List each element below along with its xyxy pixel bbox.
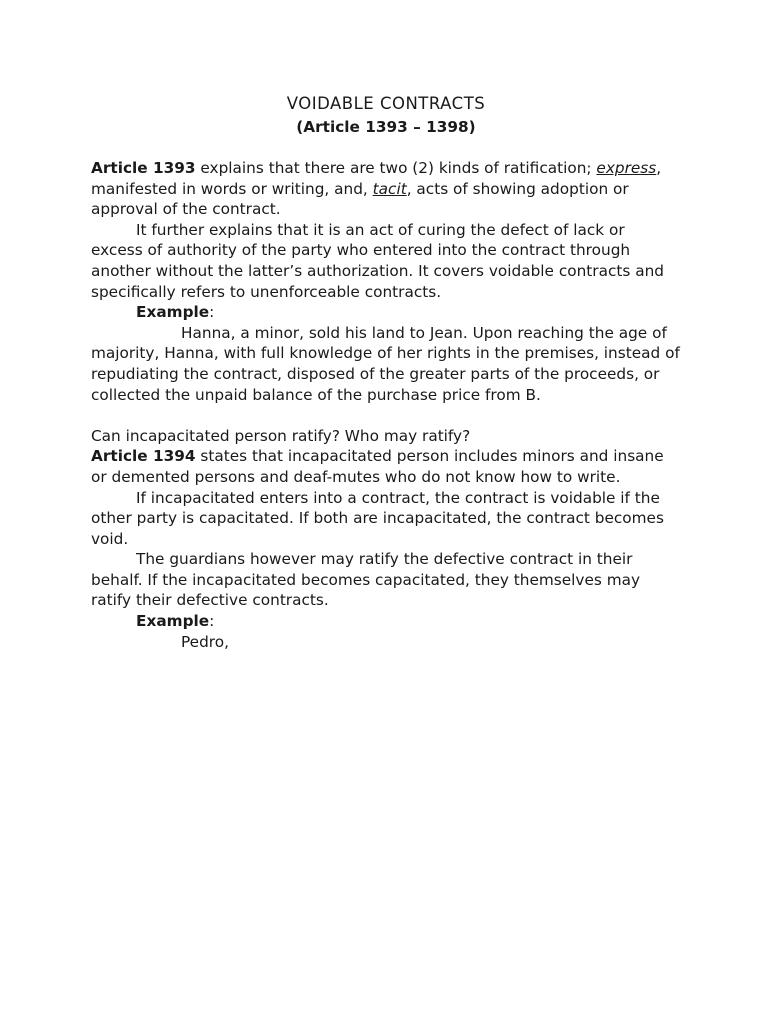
article-1394-voidable-paragraph: If incapacitated enters into a contract, the contract is voidable if the other party is capacitated. If both are incapacitated, the contract becomes void. bbox=[91, 488, 664, 548]
article-1394-label: Article 1394 bbox=[91, 447, 196, 466]
document-subtitle: (Article 1393 – 1398) bbox=[296, 118, 476, 136]
article-1393-explanation: It further explains that it is an act of curing the defect of lack or excess of authority of the party who entered into the contract through another without the latter’s authorization. It covers voidable contracts and specifically refers to unenforceable contracts. bbox=[91, 220, 664, 301]
example-text-1: Hanna, a minor, sold his land to Jean. Upon reaching the age of majority, Hanna, with full knowledge of her rights in the premises, instead of repudiating the contract, disposed of the greater parts of the proceeds, or collected the unpaid balance of the purchase price from B. bbox=[91, 323, 680, 404]
article-1393-intro-b: , manifested in words or writing, and, bbox=[91, 159, 662, 198]
article-1393-paragraph bbox=[91, 158, 681, 220]
example-text-2: Pedro, bbox=[181, 632, 229, 651]
document-page bbox=[91, 92, 681, 652]
article-1394-intro: states that incapacitated person includes minors and insane or demented persons and deaf-mutes who do not know how to write. bbox=[91, 447, 664, 486]
example-heading-1 bbox=[91, 302, 681, 323]
example-label-2: Example bbox=[136, 612, 210, 631]
article-1393-intro-c: , acts of showing adoption or approval of the contract. bbox=[91, 179, 629, 219]
article-1394-guardians-paragraph: The guardians however may ratify the defective contract in their behalf. If the incapacitated becomes capacitated, they themselves may ratify their defective contracts. bbox=[91, 550, 641, 610]
tacit-term: tacit bbox=[372, 179, 407, 198]
article-1393-intro-a: explains that there are two (2) kinds of ratification; bbox=[195, 159, 597, 177]
document-title: VOIDABLE CONTRACTS bbox=[286, 94, 486, 113]
example-colon-2: : bbox=[209, 612, 215, 631]
example-colon-1: : bbox=[209, 303, 215, 322]
example-label-1: Example bbox=[136, 303, 210, 322]
ratify-question: Can incapacitated person ratify? Who may ratify? bbox=[91, 426, 471, 445]
article-1393-label: Article 1393 bbox=[91, 159, 196, 177]
paragraph-gap bbox=[91, 405, 681, 426]
express-term: express bbox=[596, 159, 657, 177]
example-heading-2 bbox=[91, 611, 681, 632]
article-1394-paragraph bbox=[91, 446, 681, 487]
